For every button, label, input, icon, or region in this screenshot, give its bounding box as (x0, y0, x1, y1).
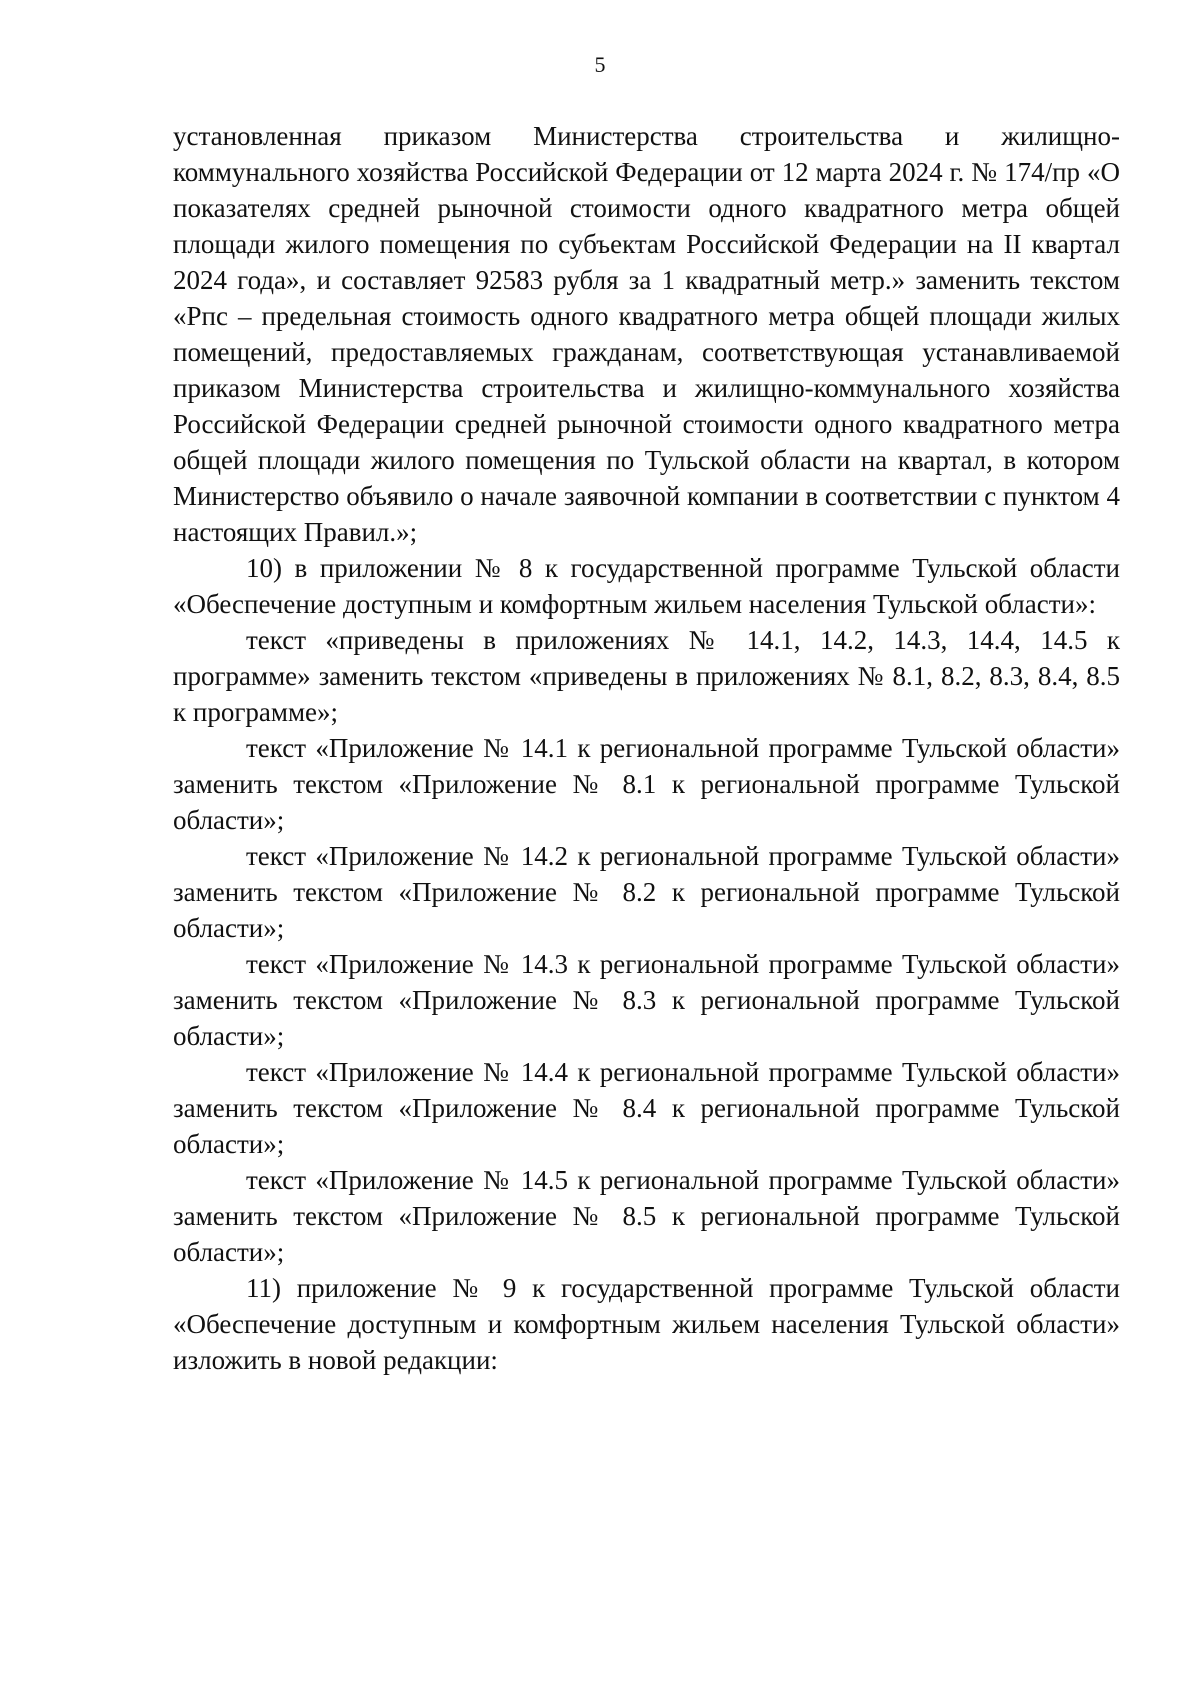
paragraph-text-replacement-14-3: текст «Приложение № 14.3 к региональной программе Тульской области» заменить текстом «Приложение № 8.3 к региональной программе Тульской области»; (173, 949, 1120, 1051)
paragraph-continuation: установленная приказом Министерства строительства и жилищно-коммунального хозяйства Российской Федерации от 12 марта 2024 г. № 174/пр «О показателях средней рыночной стоимости одного квадратного метра общей площади жилого помещения по субъектам Российской Федерации на II квартал 2024 года», и составляет 92583 рубля за 1 квадратный метр.» заменить текстом «Рпс – предельная стоимость одного квадратного метра общей площади жилых помещений, предоставляемых гражданам, соответствующая устанавливаемой приказом Министерства строительства и жилищно-коммунального хозяйства Российской Федерации средней рыночной стоимости одного квадратного метра общей площади жилого помещения по Тульской области на квартал, в котором Министерство объявило о начале заявочной компании в соответствии с пунктом 4 настоящих Правил.»; (173, 121, 1120, 547)
page-number: 5 (594, 52, 606, 77)
paragraph-text-replacement-programme: текст «приведены в приложениях № 14.1, 14.2, 14.3, 14.4, 14.5 к программе» заменить текстом «приведены в приложениях № 8.1, 8.2, 8.3, 8.4, 8.5 к программе»; (173, 625, 1120, 727)
paragraph-text-replacement-14-5: текст «Приложение № 14.5 к региональной программе Тульской области» заменить текстом «Приложение № 8.5 к региональной программе Тульской области»; (173, 1165, 1120, 1267)
paragraph-item-10: 10) в приложении № 8 к государственной программе Тульской области «Обеспечение доступным и комфортным жильем населения Тульской области»: (173, 553, 1120, 619)
paragraph-text-replacement-14-1: текст «Приложение № 14.1 к региональной программе Тульской области» заменить текстом «Приложение № 8.1 к региональной программе Тульской области»; (173, 733, 1120, 835)
paragraph-item-11: 11) приложение № 9 к государственной программе Тульской области «Обеспечение доступным и комфортным жильем населения Тульской области» изложить в новой редакции: (173, 1273, 1120, 1375)
paragraph-text-replacement-14-4: текст «Приложение № 14.4 к региональной программе Тульской области» заменить текстом «Приложение № 8.4 к региональной программе Тульской области»; (173, 1057, 1120, 1159)
paragraph-text-replacement-14-2: текст «Приложение № 14.2 к региональной программе Тульской области» заменить текстом «Приложение № 8.2 к региональной программе Тульской области»; (173, 841, 1120, 943)
document-body (173, 118, 1120, 1378)
